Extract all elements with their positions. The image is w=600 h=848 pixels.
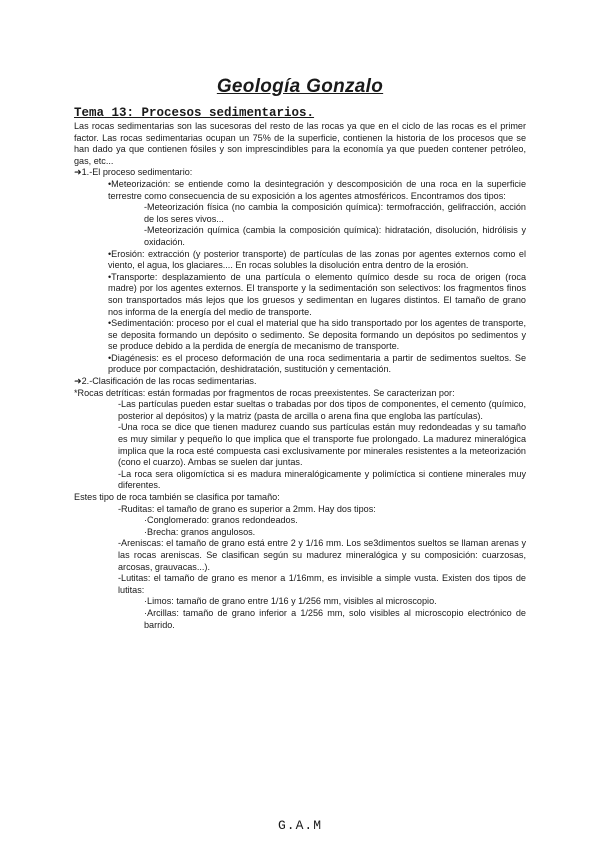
erosion-paragraph: •Erosión: extracción (y posterior transporte) de partículas de las zonas por agentes externos como el viento, el agua, los glaciares.... En rocas solubles la disolución entra dentro de la erosión. [108,248,526,271]
meteorizacion-paragraph: •Meteorización: se entiende como la desintegración y descomposición de una roca en la superficie terrestre como consecuencia de su exposición a los agentes atmosféricos. Encontramos dos tipos: [108,178,526,201]
diagenesis-paragraph: •Diagénesis: es el proceso deformación de una roca sedimentaria a partir de sedimentos sueltos. Se produce por compactación, deshidratación, sustitución y cementación. [108,352,526,375]
brecha-item: ·Brecha: granos angulosos. [144,526,256,537]
intro-paragraph: Las rocas sedimentarias son las sucesoras del resto de las rocas ya que en el ciclo de las rocas es el primer factor. Las rocas sedimentarias ocupan un 75% de la superficie, contienen la historia de los procesos que se han dado ya que contienen fósiles y son imprescindibles para la economía ya que pueden contener petróleo, gas, etc... [74,121,526,166]
sedimentacion-paragraph: •Sedimentación: proceso por el cual el material que ha sido transportado por los agentes de transporte, se deposita formando un depósito o sedimento. Se deposita formando un depósitos po sedimentos y se produce debido a la perdida de energía de mecanismo de transporte. [108,318,526,352]
section-1-heading [74,167,526,179]
clasificacion-tamano-line: Estes tipo de roca también se clasifica por tamaño: [74,492,280,502]
section-1-label: 1.-El proceso sedimentario: [81,167,193,178]
rocas-detriticas-paragraph: *Rocas detríticas: están formadas por fragmentos de rocas preexistentes. Se caracterizan por: [74,387,455,398]
document-title: Geología Gonzalo [216,76,384,97]
footer-initials: G.A.M [277,818,322,833]
limos-item: ·Limos: tamaño de grano entre 1/16 y 1/256 mm, visibles al microscopio. [144,596,437,607]
section-2-heading [74,376,526,388]
arrow-icon: ➜ [74,376,82,387]
section-2-label: 2.-Clasificación de las rocas sedimentarias. [81,376,257,387]
conglomerado-item: ·Conglomerado: granos redondeados. [144,515,298,526]
arrow-icon: ➜ [74,167,82,178]
transporte-paragraph: •Transporte: desplazamiento de una partícula o elemento químico desde su roca de origen (roca madre) por los agentes externos. El transporte y la sedimentación son selectivos: los fragmentos finos son transportados más lejos que los gruesos y sedimentan en lugares distintos. El tamaño de grano nos informa de la energía del medio de transporte. [108,271,526,317]
madurez-paragraph: -Una roca se dice que tienen madurez cuando sus partículas están muy redondeadas y su tamaño es muy similar y pequeño lo que implica que el transporte fue prolongado. La madurez mineralógica implica que la roca esté compuesta casi exclusivamente por minerales resistentes a la meteorización (cono el cuarzo). Ambas se suelen dar juntas. [118,422,526,468]
document-body [74,121,526,631]
lutitas-item: -Lutitas: el tamaño de grano es menor a 1/16mm, es invisible a simple vusta. Existen dos tipos de lutitas: [118,573,526,595]
oligomictica-paragraph: -La roca sera oligomíctica si es madura mineralógicamente y polimíctica si contiene minerales muy diferentes. [118,468,526,491]
topic-heading: Tema 13: Procesos sedimentarios. [74,106,315,120]
meteorizacion-quimica-item: -Meteorización química (cambia la composición química): hidratación, disolución, hidrólisis y oxidación. [144,225,526,247]
particulas-paragraph: -Las partículas pueden estar sueltas o trabadas por dos tipos de componentes, el cemento (químico, posterior al depósitos) y la matriz (pasta de arcilla o arena fina que engloba las partículas). [118,399,526,421]
areniscas-item: -Areniscas: el tamaño de grano está entre 2 y 1/16 mm. Los se3dimentos sueltos se llaman arenas y las rocas areniscas. Se clasifican según su madurez mineralógica y su composición: cuarzosas, arcosas, grauvacas...). [118,538,526,572]
ruditas-item: -Ruditas: el tamaño de grano es superior a 2mm. Hay dos tipos: [118,503,376,514]
meteorizacion-fisica-item: -Meteorización física (no cambia la composición química): termofracción, gelifracción, acción de los seres vivos... [144,202,526,224]
arcillas-item: ·Arcillas: tamaño de grano inferior a 1/256 mm, solo visibles al microscopio electrónico de barrido. [144,607,526,630]
